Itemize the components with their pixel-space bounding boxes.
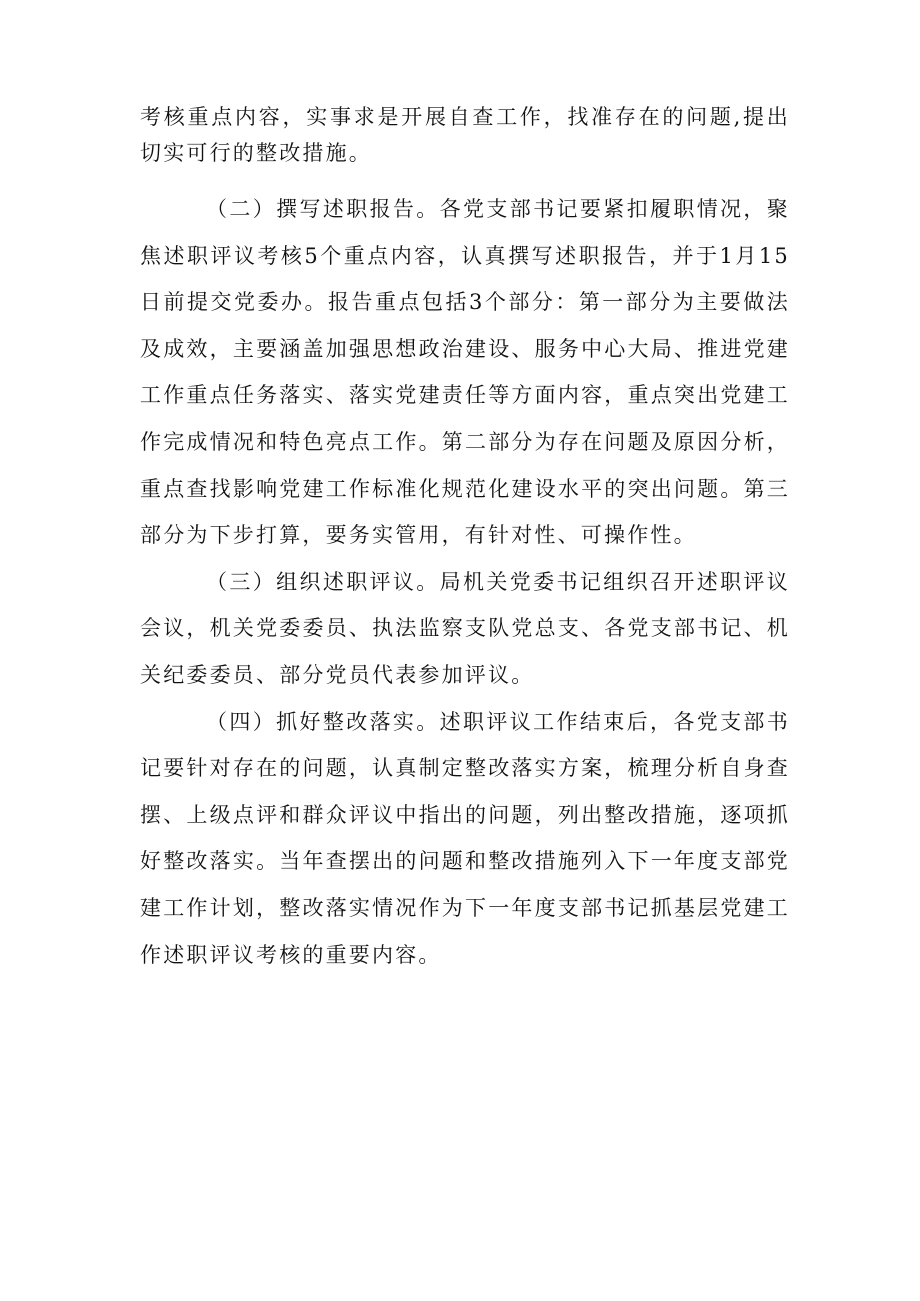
section-heading-line: （四）抓好整改落实。述职评议工作结束后，各党支部书 [206,709,790,734]
text-line: 摆、上级点评和群众评议中指出的问题，列出整改措施，逐项抓 [140,802,790,827]
text-line: 考核重点内容，实事求是开展自查工作，找准存在的问题,提出 [140,105,790,129]
paragraph-section-3 [140,559,790,699]
paragraph-section-2 [140,186,790,559]
text-line: 切实可行的整改措施。 [140,141,372,165]
text-line: 焦述职评议考核5个重点内容，认真撰写述职报告，并于1月15 [140,243,790,268]
text-line: 关纪委委员、部分党员代表参加评议。 [140,662,535,687]
text-line: 重点查找影响党建工作标准化规范化建设水平的突出问题。第三 [140,476,790,501]
document-body [140,98,790,978]
text-line: 会议，机关党委委员、执法监察支队党总支、各党支部书记、机 [140,616,790,641]
text-line: 及成效，主要涵盖加强思想政治建设、服务中心大局、推进党建 [140,336,790,361]
text-line: 作完成情况和特色亮点工作。第二部分为存在问题及原因分析， [140,429,790,454]
text-line: 建工作计划，整改落实情况作为下一年度支部书记抓基层党建工 [140,895,790,920]
text-line: 作述职评议考核的重要内容。 [140,942,442,967]
text-line: 部分为下步打算，要务实管用，有针对性、可操作性。 [140,523,697,548]
text-line: 记要针对存在的问题，认真制定整改落实方案，梳理分析自身查 [140,756,790,781]
section-heading-line: （二）撰写述职报告。各党支部书记要紧扣履职情况，聚 [206,197,790,221]
text-line: 工作重点任务落实、落实党建责任等方面内容，重点突出党建工 [140,383,790,408]
paragraph-continuation [140,98,790,186]
section-heading-line: （三）组织述职评议。局机关党委书记组织召开述职评议 [206,569,790,594]
text-line: 好整改落实。当年查摆出的问题和整改措施列入下一年度支部党 [140,849,790,874]
text-line: 日前提交党委办。报告重点包括3个部分：第一部分为主要做法 [140,290,790,315]
paragraph-section-4 [140,699,790,979]
